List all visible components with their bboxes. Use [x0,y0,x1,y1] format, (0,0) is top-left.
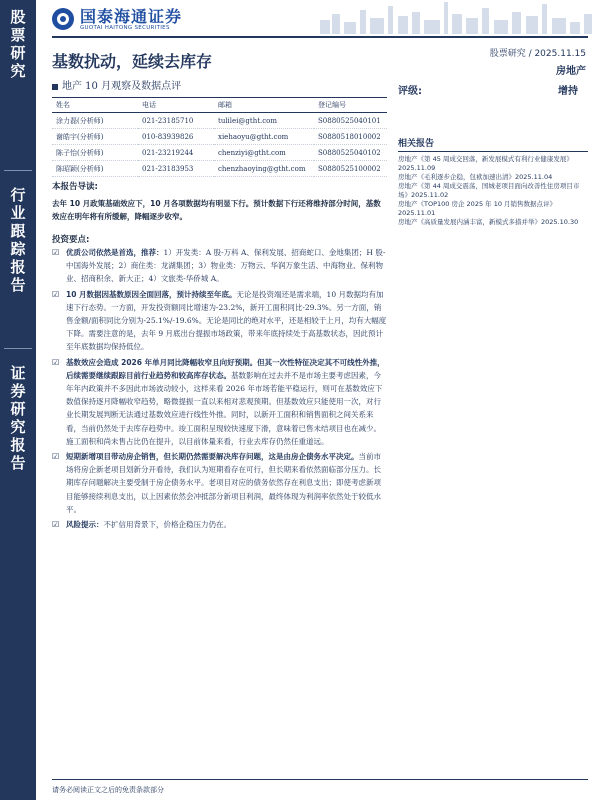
report-meta: 股票研究 / 2025.11.15 [489,49,586,59]
key-point: ☑ 优质公司依然是首选，推荐：1）开发类：A 股-万科 A、保利发展、招商蛇口、金地集团；H 股-中国海外发展；2）商住类：龙湖集团；3）物业类：万物云、华润万象生活、中海物业、保利物业、招商积余、新大正；4）文旅类-华侨城 A。 [52,248,386,284]
brand-name-cn: 国泰海通证券 [80,6,183,26]
logo-emblem-icon [52,8,74,30]
column-header: 登记编号 [314,98,387,113]
guide-text: 去年 10 月政策基础效应下，10 月各项数据均有明显下行。预计数据下行还将维持部分时间，基数效应在明年将有所缓解，降幅逐步收窄。 [52,199,381,221]
rating-label: 评级: [398,86,422,97]
sidebar-label-industry-tracking: 行 业 跟 踪 报 告 [10,186,26,294]
related-reports-heading: 相关报告 [398,136,588,152]
key-point: ☑ 短期新增项目带动房企销售，但长期仍然需要解决库存问题，这是由房企债务水平决定。当前市场将房企新老项目划新分开看待，我们认为短期看存在可行，但长期来看依然面临部分压力。长期库存问题解决主要受制于房企债务水平。老项目对应的债务依然存在利息支出；即使考虑新项目能够接续利息支出，以上因素依然会冲抵部分新项目利润，最终体现为利润率依然处于较低水平。 [52,452,381,514]
table-row: 涂力磊(分析师) 021-23185710 tulilei@gtht.com S0880525040101 [52,113,387,129]
square-bullet-icon [52,84,58,90]
table-header-row [52,98,387,113]
key-points-heading: 投资要点: [52,235,90,245]
analyst-table [52,97,387,177]
table-row: 陈昭颖(分析师) 021-23183953 chenzhaoying@gtht.com S0880525100002 [52,161,387,177]
guide-heading: 本报告导读: [52,182,98,192]
checkbox-bullet-icon: ☑ [52,520,60,530]
related-report-link[interactable]: 房地产《高质量发展内涵丰富，新模式多措并举》2025.10.30 [398,218,579,226]
sidebar-label-stock-research: 股 票 研 究 [10,8,26,80]
related-report-link[interactable]: 房地产《第 44 周成交震荡，国城老项目面向改善性住房项目市场》2025.11.02 [398,182,580,199]
report-title: 基数扰动，延续去库存 [52,52,213,71]
disclaimer-footer: 请务必阅读正文之后的免责条款部分 [52,786,164,794]
related-report-link[interactable]: 房地产《毛利逐步企稳，包袱加速出清》2025.11.04 [398,173,553,181]
related-reports [398,136,588,227]
report-subtitle: 地产 10 月观察及数据点评 [52,77,181,92]
sidebar-divider [4,170,32,171]
brand-name-en: GUOTAI HAITONG SECURITIES [80,24,170,31]
industry-label: 房地产 [556,66,586,77]
column-header: 邮箱 [214,98,314,113]
brand-logo [52,6,182,32]
key-points [52,246,387,533]
table-row: 谢皓宇(分析师) 010-83939826 xiehaoyu@gtht.com S0880518010002 [52,129,387,145]
related-report-link[interactable]: 房地产《第 45 周成交回落，新发展模式有利行业健康发展》2025.11.09 [398,155,573,172]
table-row: 陈子怡(分析师) 021-23219244 chenziyi@gtht.com S0880525040102 [52,145,387,161]
sidebar [0,0,36,800]
checkbox-bullet-icon: ☑ [52,289,60,299]
footer-rule [52,779,588,780]
sidebar-label-securities-report: 证 券 研 究 报 告 [10,364,26,472]
rating-value: 增持 [558,86,578,97]
key-point: ☑ 基数效应会造成 2026 年单月同比降幅收窄且向好预期。但其一次性特征决定其不可线性外推，后续需要继续跟踪目前行业趋势和较高库存状态。基数影响在过去并不是市场主要考虑因素，今年年内政策并不多因此市场波动较小，这样来看 2026 年市场若能平稳运行，则可在基数效应下数值保持逐月降幅收窄趋势，略微提振一直以来相对悲观预期。但基数效应只能使用一次，对行业长期发展判断无法通过基数效应进行线性外推。同时，以新开工面积和销售面积之间关系来看，当前仍然处于去库存趋势中。竣工面积呈现较快速度下滑，意味着已售未结项目也在减少。施工面积和尚未售占比仍在提升，以目前体量来看，行业去库存仍然任重道远。 [52,357,385,446]
city-skyline-illustration [310,0,600,34]
header-rule [52,36,588,38]
key-point: ☑ 风险提示：不扩信用背景下，价格企稳压力仍在。 [52,520,231,530]
column-header: 姓名 [52,98,138,113]
checkbox-bullet-icon: ☑ [52,452,60,462]
column-header: 电话 [138,98,214,113]
checkbox-bullet-icon: ☑ [52,357,60,367]
related-report-link[interactable]: 房地产《TOP100 房企 2025 年 10 月销售数据点评》2025.11.01 [398,200,557,217]
key-point: ☑ 10 月数据因基数原因全面回落，预计持续至年底。无论是投资端还是需求端，10 月数据均有加速下行态势。一方面，开发投资额同比增速为-23.2%，新开工面积同比-29.3%。另一方面，销售金额/面积同比分别为-25.1%/-19.6%。无论是同比的绝对水平，还是相较于上月，均有大幅度下降。需要注意的是，去年 9 月底出台提振市场政策，带来年底持续处于高基数状态，因此预计至年底数据均保持低位。 [52,289,387,352]
rating [398,82,588,97]
sidebar-divider [4,348,32,349]
checkbox-bullet-icon: ☑ [52,248,60,257]
